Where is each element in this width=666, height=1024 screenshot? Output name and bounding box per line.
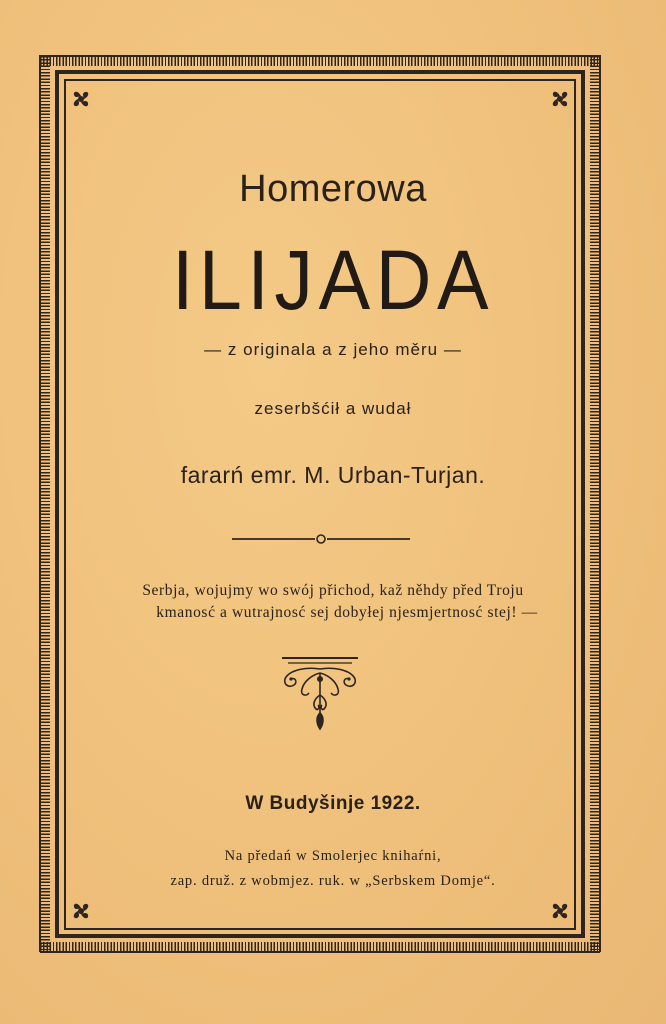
quote-line-1: Serbja, wojujmy wo swój přichod, kaž něhdy před Troju: [142, 582, 524, 599]
border-inner-bottom-line: [64, 928, 576, 930]
title-main-ilijada: ILIJADA: [171, 233, 495, 327]
border-outer-top-line: [40, 55, 600, 57]
border-mid-bottom-line: [55, 934, 585, 938]
border-top-hatch: [40, 56, 600, 66]
publisher-line-1: Na předań w Smolerjec knihaŕni,: [224, 848, 442, 864]
translated-by: zeserbšćił a wudał: [254, 399, 412, 418]
border-mid-top-line: [55, 70, 585, 74]
border-inner-top-line: [64, 79, 576, 81]
border-outer-bottom-line: [40, 951, 600, 953]
publisher-imprint: [0, 844, 666, 894]
author-name: fararń emr. M. Urban-Turjan.: [180, 462, 486, 488]
title-line-homerowa: Homerowa: [239, 168, 427, 210]
epigraph-quote: [0, 580, 666, 624]
corner-bottom-right-icon: [549, 900, 571, 922]
corner-top-left-icon: [70, 88, 92, 110]
publisher-line-2: zap. druž. z wobmjez. ruk. w „Serbskem Domje“.: [170, 873, 496, 889]
subtitle: — z originala a z jeho měru —: [204, 340, 462, 359]
corner-bottom-left-icon: [70, 900, 92, 922]
circle-rule-icon: [232, 532, 410, 546]
place-and-year: W Budyšinje 1922.: [245, 793, 421, 814]
corner-top-right-icon: [549, 88, 571, 110]
acanthus-ornament-icon: [278, 655, 362, 735]
quote-line-2: kmanosć a wutrajnosć sej dobyłej njesmjertnosć stej! —: [156, 604, 538, 621]
